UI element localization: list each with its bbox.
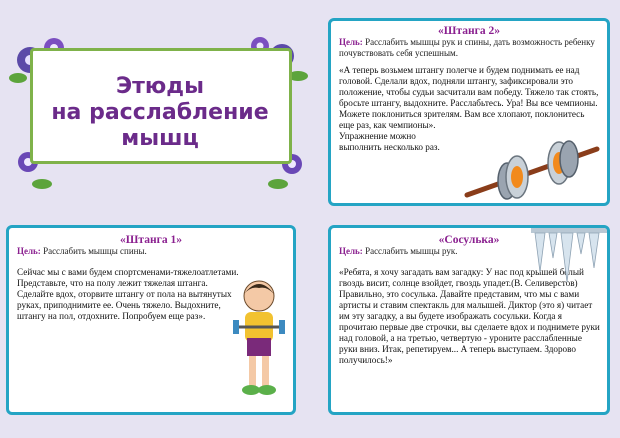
goal-text: Расслабить мышцы спины.	[43, 246, 147, 256]
title-line-1: Этюды	[116, 74, 204, 99]
card-body: «А теперь возьмем штангу полегче и будем поднимать ее над головой. Сделали вдох, подняли штангу, зафиксировали это положение, чтобы судьи засчитали вам победу. Тяжело так стоять, бросьте штангу, выдохните. Расслабьтесь. Ура! Вы все чемпионы. Можете поклониться зрителям. Вам все хлопают, поклонитесь еще раз, как чемпионы».	[339, 65, 599, 130]
goal-label: Цель:	[17, 246, 41, 256]
card-goal	[17, 246, 285, 257]
card-heading: «Штанга 1»	[120, 234, 182, 246]
icicles-icon	[531, 228, 607, 286]
page-title	[40, 74, 280, 152]
card-heading: «Сосулька»	[438, 234, 500, 246]
card-shtanga-2	[328, 18, 610, 206]
card-body: Сейчас мы с вами будем спортсменами-тяжелоатлетами. Представьте, что на полу лежит тяжелая штанга. Сделайте вдох, оторвите штангу от пола на вытянутых руках, приподнимите ее. Очень тяжело. Выдохните, штангу на пол, отдохните. Попробуем еще раз».	[17, 266, 239, 321]
title-card	[8, 10, 312, 206]
card-shtanga-1	[6, 225, 296, 415]
card-goal	[339, 37, 599, 58]
title-line-2: на расслабление мышц	[51, 100, 269, 151]
card-sosulka	[328, 225, 610, 415]
goal-text: Расслабить мышцы рук и спины, дать возможность ребенку почувствовать себя успешным.	[339, 37, 595, 58]
card-note: Упражнение можно выполнить несколько раз.	[339, 131, 440, 152]
barbell-icon	[463, 139, 603, 203]
card-body: «Ребята, я хочу загадать вам загадку: У нас под крышей белый гвоздь висит, солнце взойдет, гвоздь упадет.(В. Селиверстов) Правильно, это сосулька. Давайте представим, что мы с вами артисты и ставим спектакль для малышей. Диктор (это я) читает им эту загадку, а вы будете изображать сосульки. Когда я прочитаю первые две строчки, вы сделаете вдох и поднимете руки над головой, а на третью, четвертую - уроните расслабленные руки вниз. Итак, репетируем... А теперь выступаем. Здорово получилось!»	[339, 266, 600, 365]
card-heading: «Штанга 2»	[438, 25, 500, 37]
child-weightlifter-icon	[231, 276, 289, 406]
goal-label: Цель:	[339, 246, 363, 256]
goal-label: Цель:	[339, 37, 363, 47]
goal-text: Расслабить мышцы рук.	[365, 246, 458, 256]
